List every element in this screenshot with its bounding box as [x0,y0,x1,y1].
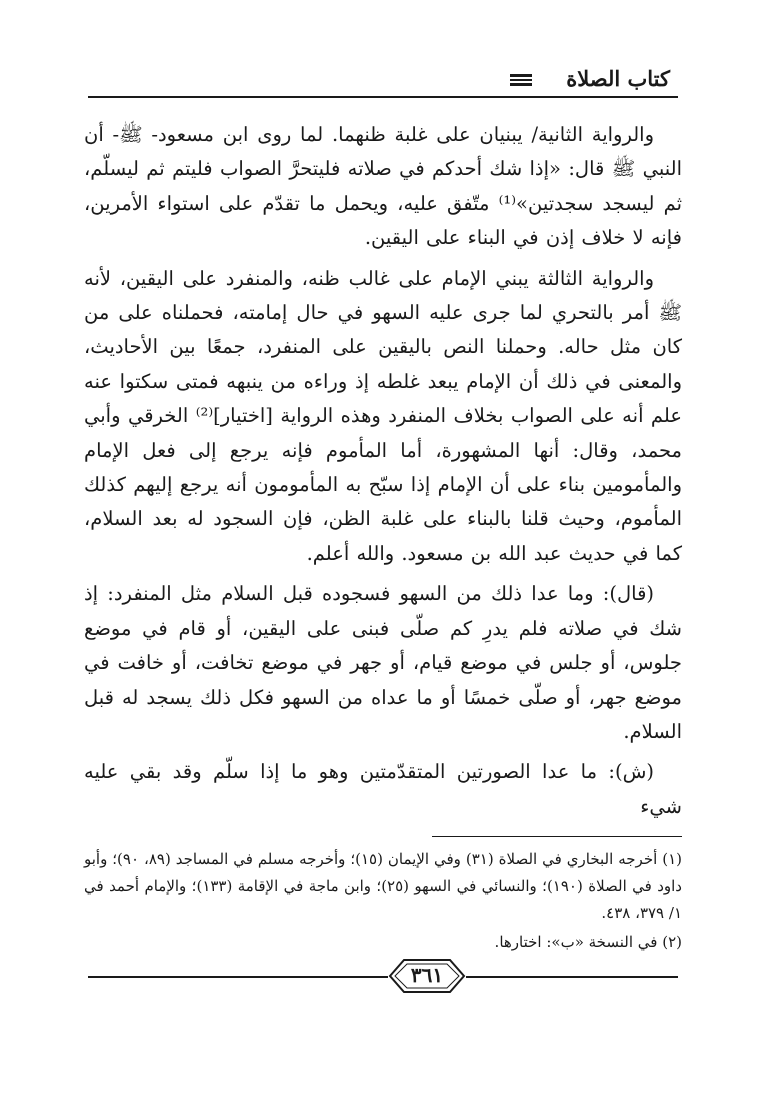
footer-rule-right [466,976,678,978]
running-header [88,64,678,98]
paragraph-4: (ش): ما عدا الصورتين المتقدّمتين وهو ما إذا سلّم وقد بقي عليه شيء [84,760,682,818]
header-title: كتاب الصلاة [566,66,670,91]
page-footer [88,952,678,1002]
paragraph-3: (قال): وما عدا ذلك من السهو فسجوده قبل السلام مثل المنفرد: إذ شك في صلاته فلم يدرِ كم صلّى فبنى على اليقين، أو قام في موضع جلوس، أو جلس في موضع قيام، أو جهر في موضع تخافت، أو خافت في موضع جهر، أو صلّى خمسًا أو ما عداه من السهو فكل ذلك يسجد له قبل السلام. [84,582,682,743]
paragraph-1: والرواية الثانية/ يبنيان على غلبة ظنهما. لما روى ابن مسعود- ﷺ- أن النبي ﷺ قال: «إذا شك أحدكم في صلاته فليتحرَّ الصواب فليتم ثم ليسلّم، ثم ليسجد سجدتين»⁽¹⁾ متّفق عليه، ويحمل ما تقدّم على استواء الأمرين، فإنه لا خلاف إذن في البناء على اليقين. [84,123,682,250]
header-divider [88,96,678,98]
paragraph-2: والرواية الثالثة يبني الإمام على غالب ظنه، والمنفرد على اليقين، لأنه ﷺ أمر بالتحري لما جرى عليه السهو في حال إمامته، فحملناه على من كان مثل حاله. وحملنا النص باليقين على المنفرد، جمعًا بين الأحاديث، والمعنى في ذلك أن الإمام يبعد غلطه إذ وراءه من ينبهه فمتى سكتوا عنه علم أنه على الصواب بخلاف المنفرد وهذه الرواية [اختيار]⁽²⁾ الخرقي وأبي محمد، وقال: أنها المشهورة، أما المأموم فإنه يرجع إلى فعل الإمام والمأمومين بناء على أن الإمام إذا سبّح به المأمومون أنه يرجع إليهم كذلك المأموم، وحيث قلنا بالبناء على غلبة الظن، فإن السجود له بعد السلام، كما في حديث عبد الله بن مسعود. والله أعلم. [84,266,682,565]
page-number-frame [388,956,466,996]
footnotes [84,846,682,958]
footnote-1: (١) أخرجه البخاري في الصلاة (٣١) وفي الإيمان (١٥)؛ وأخرجه مسلم في المساجد (٨٩، ٩٠)؛ وأبو داود في الصلاة (١٩٠)؛ والنسائي في السهو (٢٥)؛ وابن ماجة في الإقامة (١٣٣)؛ والإمام أحمد في ١/ ٣٧٩، ٤٣٨. [84,850,682,922]
footnote-2: (٢) في النسخة «ب»: اختارها. [494,933,682,951]
header-ornament-icon [510,74,532,86]
footnote-divider [432,836,682,837]
main-text [84,118,682,830]
footer-rule-left [88,976,388,978]
page-number: ٣٦١ [410,963,444,987]
